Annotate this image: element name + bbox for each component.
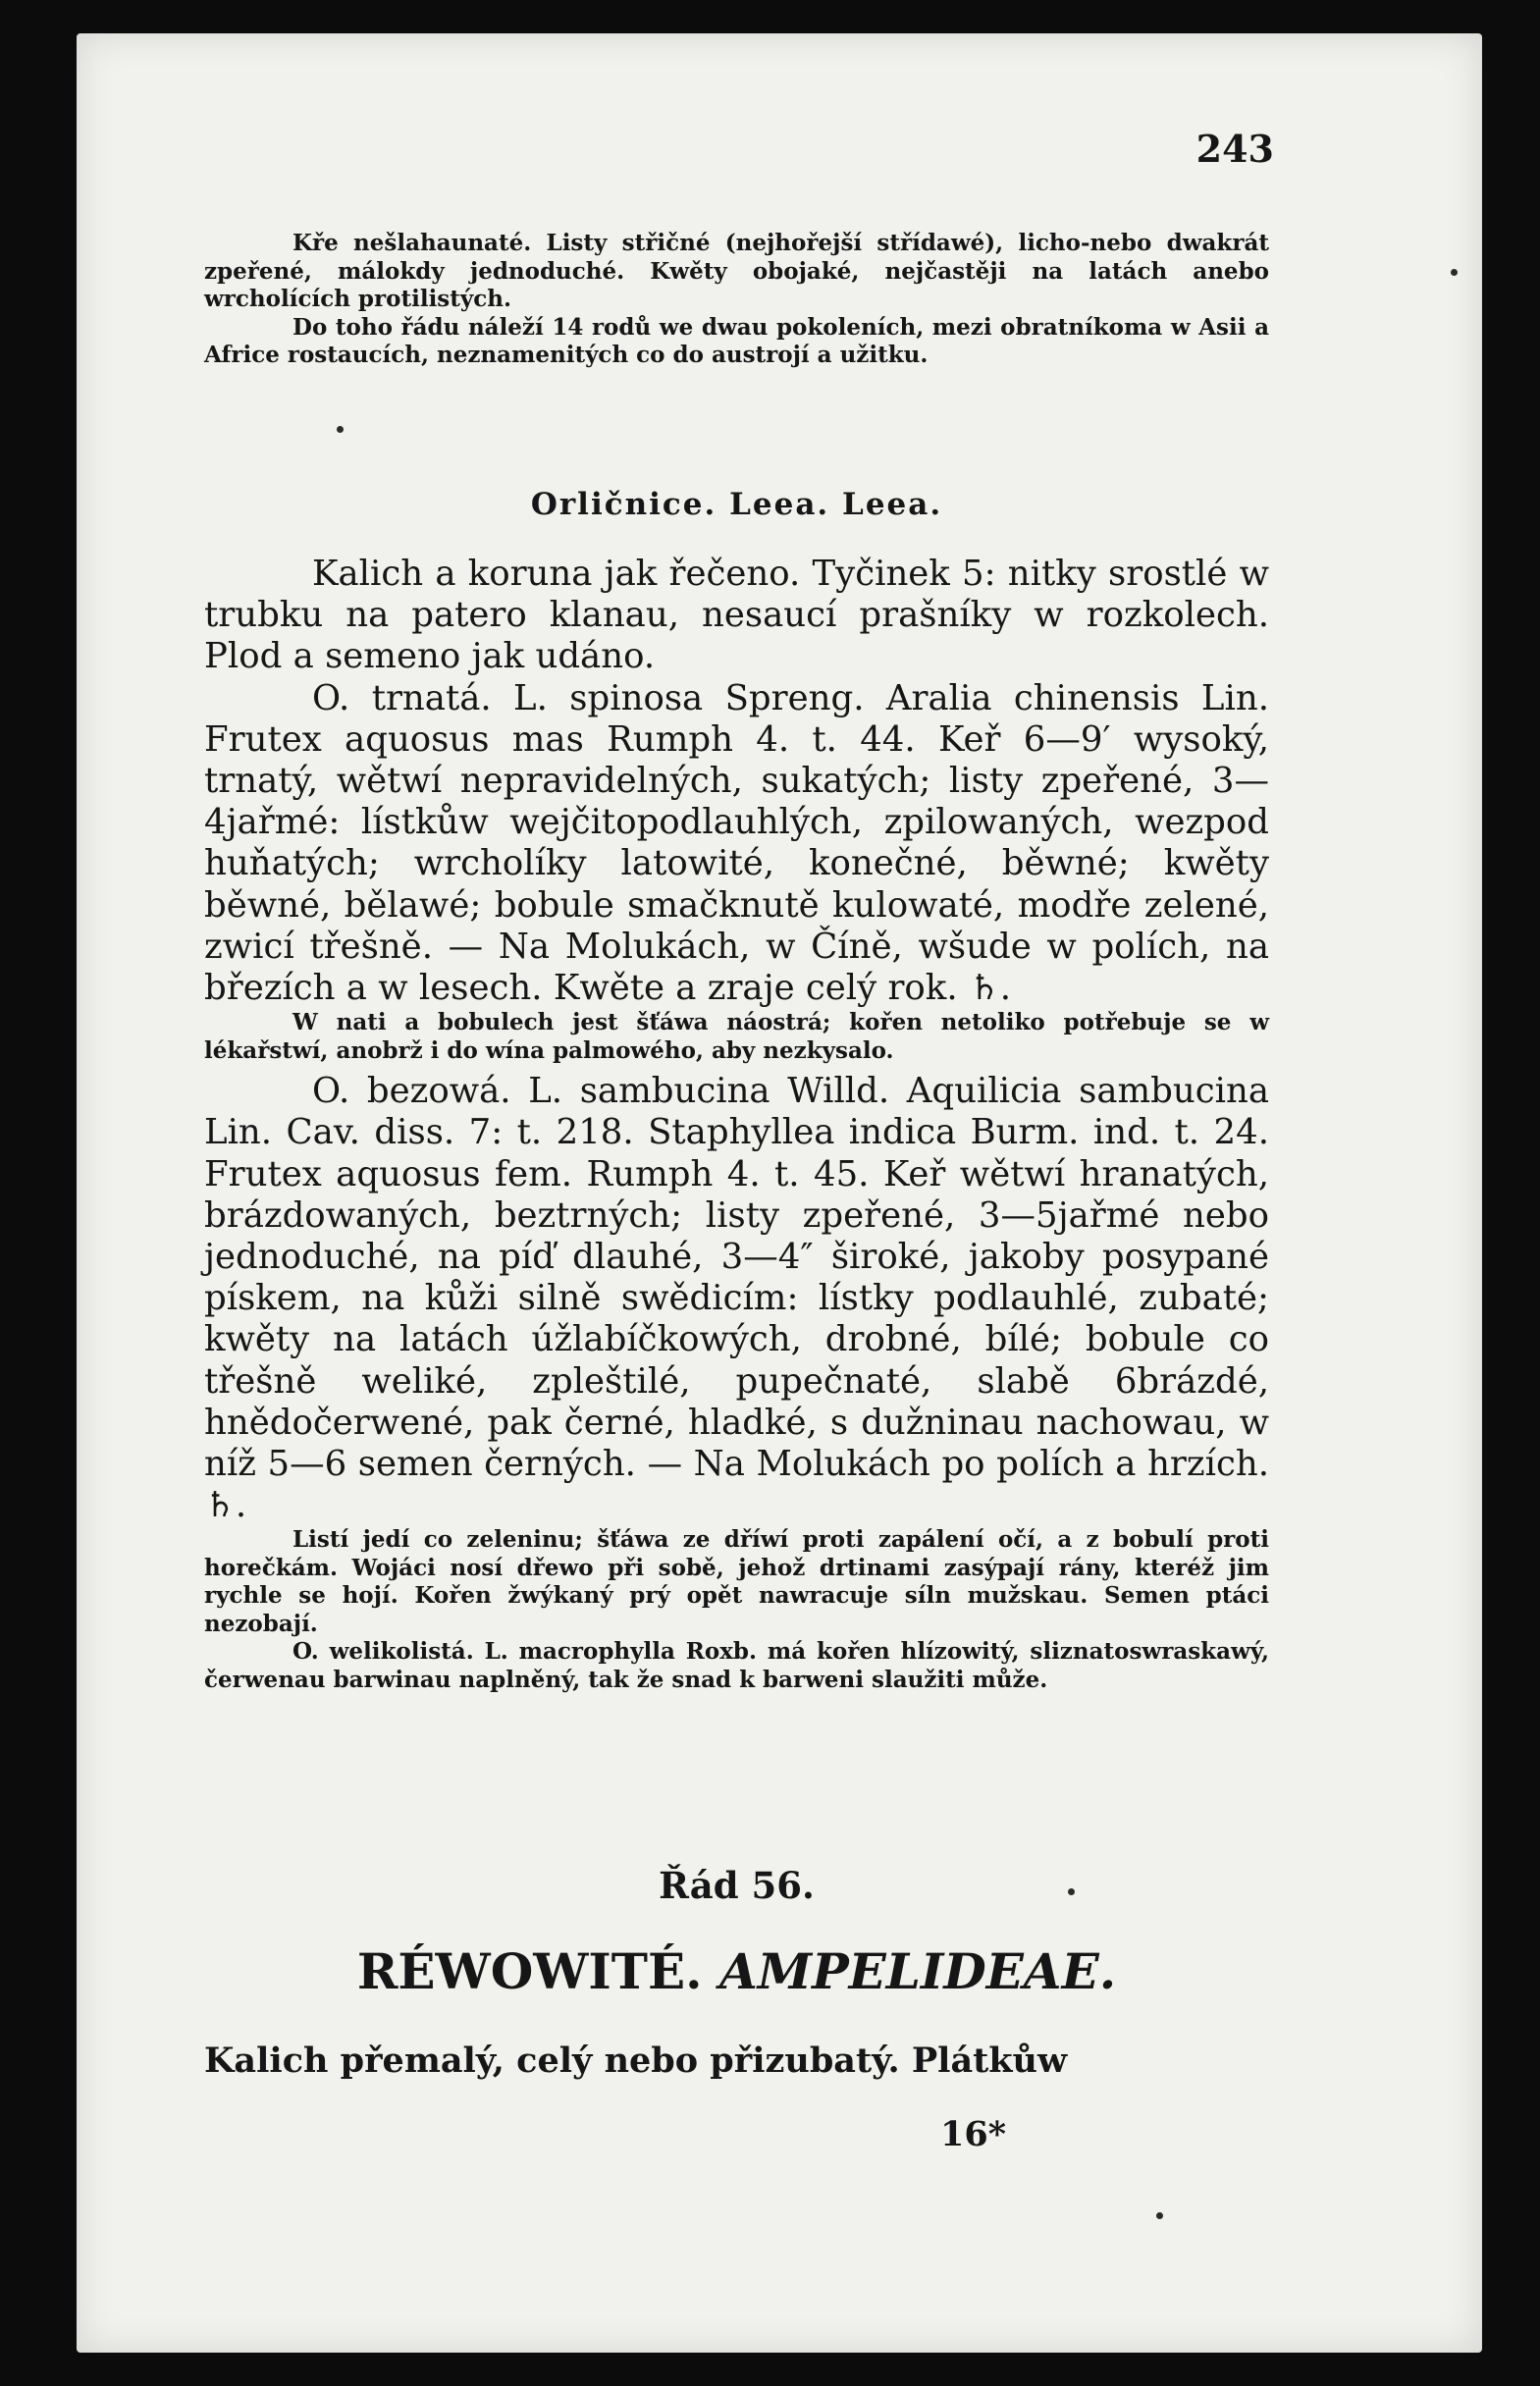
signature-mark: 16* (940, 2114, 1007, 2154)
speck-mark (337, 426, 344, 433)
genus-heading-block (204, 487, 1269, 522)
order-heading: Řád 56. (659, 1864, 815, 1907)
family-description: Kalich přemalý, celý nebo přizubatý. Plátkůw (204, 2041, 1068, 2081)
intro-block (204, 230, 1269, 370)
intro-paragraph-1: Kře nešlahaunaté. Listy střičné (nejhořejší střídawé), licho-nebo dwakrát zpeřené, málokdy jednoduché. Kwěty obojaké, nejčastěji na latách anebo wrcholících protilistých. (204, 230, 1269, 312)
speck-mark (1068, 1888, 1075, 1895)
family-name-czech: RÉWOWITÉ. (356, 1942, 703, 2000)
species-2-note: Listí jedí co zeleninu; šťáwa ze dříwí proti zapálení očí, a z bobulí proti horečkám. Wojáci nosí dřewo při sobě, jehož drtinami zasýpají rány, kteréž jim rychle se hojí. Kořen žwýkaný prý opět nawracuje síln mužskau. Semen ptáci nezobají. (204, 1526, 1269, 1637)
book-page (77, 33, 1482, 2353)
main-text (204, 554, 1269, 1694)
family-description-block (204, 2041, 1269, 2082)
intro-paragraph-2: Do toho řádu náleží 14 rodů we dwau pokoleních, mezi obratníkoma w Asii a Africe rostaucích, neznamenitých co do austrojí a užitku. (204, 313, 1269, 368)
page-number: 243 (1195, 127, 1274, 171)
speck-mark (1451, 269, 1458, 276)
genus-description: Kalich a koruna jak řečeno. Tyčinek 5: nitky srostlé w trubku na patero klanau, nesaucí prašníky w rozkolech. Plod a semeno jak udáno. (204, 554, 1269, 677)
family-heading-block (204, 1942, 1269, 2000)
speck-mark (1156, 2212, 1163, 2219)
family-name-latin: AMPELIDEAE. (718, 1942, 1117, 2000)
species-1-note: W nati a bobulech jest šťáwa náostrá; kořen netoliko potřebuje se w lékařstwí, anobrž i do wína palmowého, aby nezkysalo. (204, 1009, 1269, 1064)
genus-heading: Orličnice. Leea. Leea. (530, 487, 943, 522)
species-2-description: O. bezowá. L. sambucina Willd. Aquilicia sambucina Lin. Cav. diss. 7: t. 218. Staphyllea indica Burm. ind. t. 24. Frutex aquosus fem. Rumph 4. t. 45. Keř wětwí hranatých, brázdowaných, beztrných; listy zpeřené, 3—5jařmé nebo jednoduché, na píď dlauhé, 3—4″ široké, jakoby posypané pískem, na kůži silně swědicím: lístky podlauhlé, zubaté; kwěty na latách úžlabíčkowých, drobné, bílé; bobule co třešně weliké, zpleštilé, pupečnaté, slabě 6brázdé, hnědočerwené, pak černé, hladké, s dužninau nachowau, w níž 5—6 semen černých. — Na Molukách po polích a hrzích. ♄. (204, 1071, 1269, 1526)
family-heading (204, 1942, 1269, 2000)
species-3-note: O. welikolistá. L. macrophylla Roxb. má kořen hlízowitý, sliznatoswraskawý, čerwenau barwinau naplněný, tak že snad k barweni slaužiti může. (204, 1638, 1269, 1693)
order-heading-block (204, 1864, 1269, 1907)
species-1-description: O. trnatá. L. spinosa Spreng. Aralia chinensis Lin. Frutex aquosus mas Rumph 4. t. 44. Keř 6—9′ wysoký, trnatý, wětwí nepravidelných, sukatých; listy zpeřené, 3—4jařmé: lístkůw wejčitopodlauhlých, zpilowaných, wezpod huňatých; wrcholíky latowité, konečné, běwné; kwěty běwné, bělawé; bobule smačknutě kulowaté, modře zelené, zwicí třešně. — Na Molukách, w Číně, wšude w polích, na březích a w lesech. Kwěte a zraje celý rok. ♄. (204, 677, 1269, 1009)
